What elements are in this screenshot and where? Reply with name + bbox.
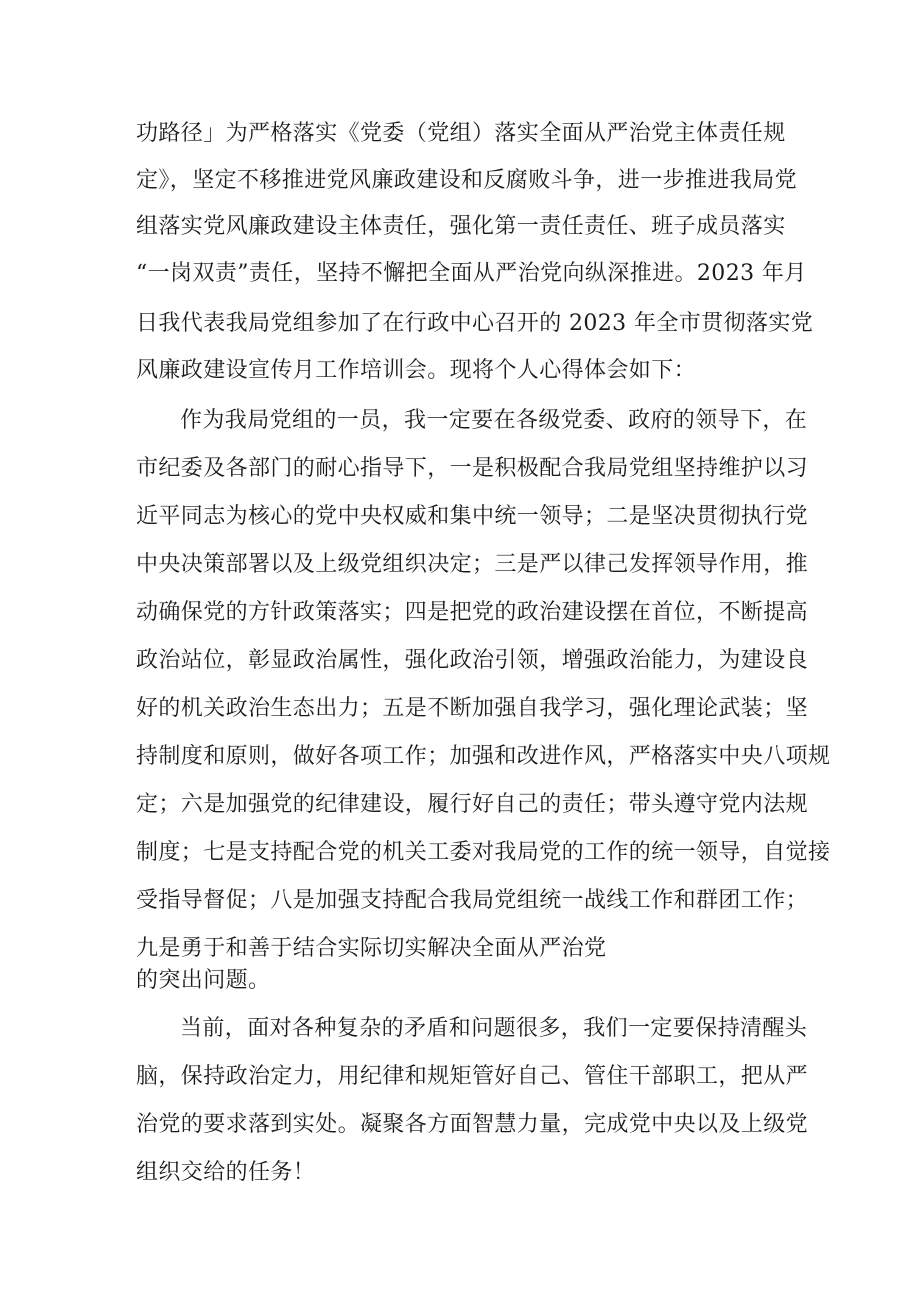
- text-line: “一岗双责”责任，坚持不懈把全面从严治党向纵深推进。2023 年月: [136, 261, 807, 286]
- text-line: 持制度和原则，做好各项工作；加强和改进作风，严格落实中央八项规: [136, 744, 831, 769]
- text-line: 好的机关政治生态出力；五是不断加强自我学习，强化理论武装；坚: [136, 696, 809, 721]
- text-line: 中央决策部署以及上级党组织决定；三是严以律己发挥领导作用，推: [136, 552, 809, 577]
- text-line: 政治站位，彰显政治属性，强化政治引领，增强政治能力，为建设良: [136, 648, 809, 673]
- paragraph-start-line: 当前，面对各种复杂的矛盾和问题很多，我们一定要保持清醒头: [180, 1016, 808, 1041]
- text-line: 近平同志为核心的党中央权威和集中统一领导；二是坚决贯彻执行党: [136, 504, 809, 529]
- text-line: 治党的要求落到实处。凝聚各方面智慧力量，完成党中央以及上级党: [136, 1112, 809, 1137]
- text-line: 市纪委及各部门的耐心指导下，一是积极配合我局党组坚持维护以习: [136, 456, 809, 481]
- text-line: 组落实党风廉政建设主体责任，强化第一责任责任、班子成员落实: [136, 214, 786, 239]
- text-line: 日我代表我局党组参加了在行政中心召开的 2023 年全市贯彻落实党: [136, 311, 814, 336]
- text-line: 脑，保持政治定力，用纪律和规矩管好自己、管住干部职工，把从严: [136, 1064, 809, 1089]
- text-line: 九是勇于和善于结合实际切实解决全面从严治党: [136, 936, 607, 961]
- text-line: 定；六是加强党的纪律建设，履行好自己的责任；带头遵守党内法规: [136, 792, 809, 817]
- text-line: 定》，坚定不移推进党风廉政建设和反腐败斗争，进一步推进我局党: [136, 168, 798, 193]
- text-line: 动确保党的方针政策落实；四是把党的政治建设摆在首位，不断提高: [136, 600, 809, 625]
- text-line: 组织交给的任务！: [136, 1160, 316, 1185]
- text-line: 制度；七是支持配合党的机关工委对我局党的工作的统一领导，自觉接: [136, 840, 831, 865]
- text-line: 的突出问题。: [136, 968, 271, 993]
- text-line: 受指导督促；八是加强支持配合我局党组统一战线工作和群团工作；: [136, 888, 809, 913]
- paragraph-start-line: 作为我局党组的一员，我一定要在各级党委、政府的领导下，在: [180, 408, 808, 433]
- text-line: 功路径」为严格落实《党委（党组）落实全面从严治党主体责任规: [136, 121, 786, 146]
- text-line: 风廉政建设宣传月工作培训会。现将个人心得体会如下：: [136, 358, 697, 383]
